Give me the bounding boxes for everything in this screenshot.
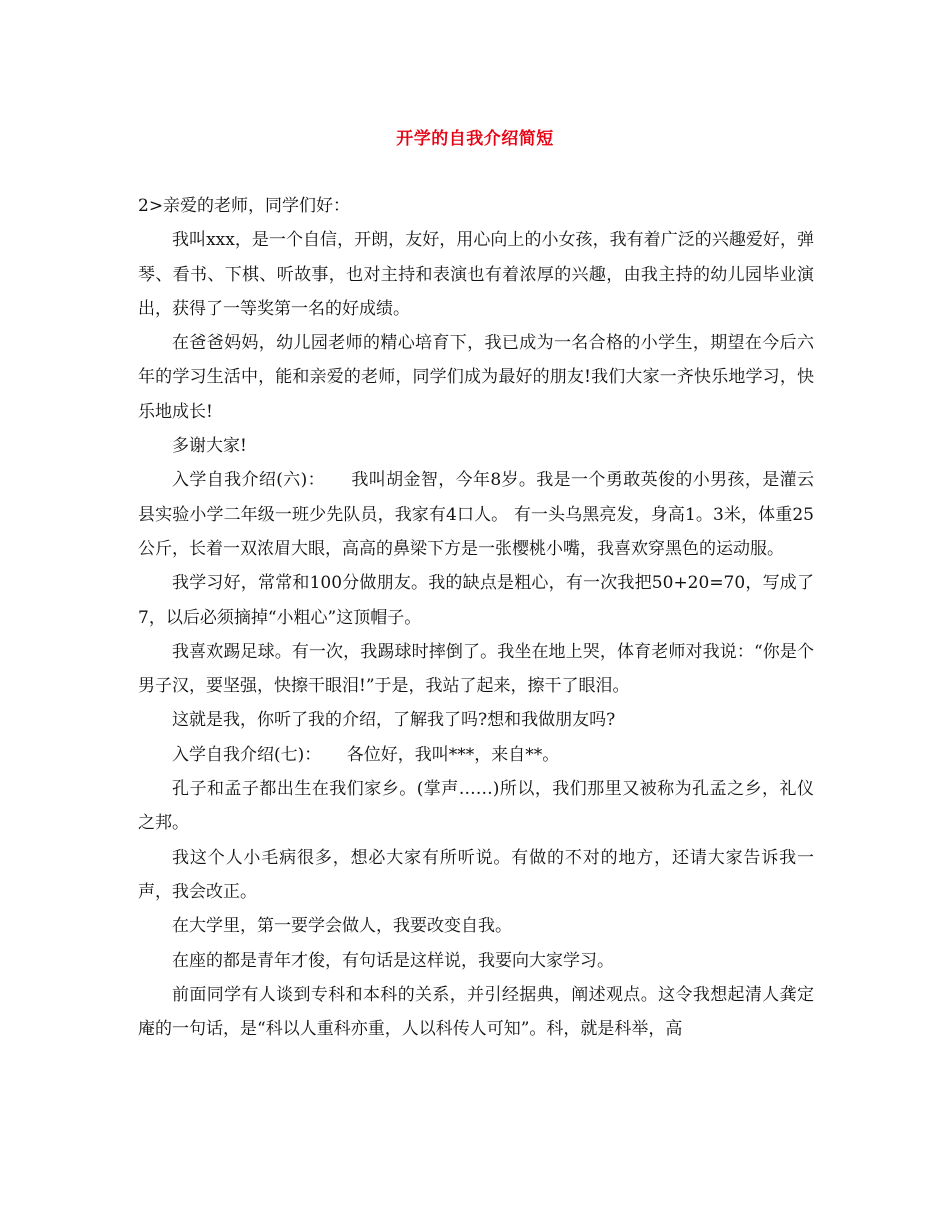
body-paragraph: 多谢大家!	[172, 436, 247, 457]
document-title: 开学的自我介绍简短	[396, 129, 554, 149]
document-body	[138, 189, 814, 1046]
body-paragraph: 我这个人小毛病很多，想必大家有所听说。有做的不对的地方，还请大家告诉我一声，我会改正。	[138, 847, 814, 902]
body-paragraph: 入学自我介绍(七)： 各位好，我叫***，来自**。	[172, 744, 560, 765]
body-paragraph: 在爸爸妈妈，幼儿园老师的精心培育下，我已成为一名合格的小学生，期望在今后六年的学习生活中，能和亲爱的老师，同学们成为最好的朋友!我们大家一齐快乐地学习，快乐地成长!	[138, 333, 814, 422]
body-paragraph: 这就是我，你听了我的介绍，了解我了吗?想和我做朋友吗?	[172, 710, 616, 731]
body-paragraph: 在座的都是青年才俊，有句话是这样说，我要向大家学习。	[172, 950, 614, 971]
body-paragraph: 孔子和孟子都出生在我们家乡。(掌声……)所以，我们那里又被称为孔孟之乡，礼仪之邦。	[138, 779, 814, 834]
body-paragraph: 我喜欢踢足球。有一次，我踢球时摔倒了。我坐在地上哭，体育老师对我说：“你是个男子汉，要坚强，快擦干眼泪!”于是，我站了起来，擦干了眼泪。	[138, 641, 814, 697]
body-paragraph: 我学习好，常常和100分做朋友。我的缺点是粗心，有一次我把50+20=70，写成了7，以后必须摘掉“小粗心”这顶帽子。	[138, 573, 814, 628]
body-paragraph: 2>亲爱的老师，同学们好：	[138, 196, 351, 216]
body-paragraph: 前面同学有人谈到专科和本科的关系，并引经据典，阐述观点。这令我想起清人龚定庵的一句话，是“科以人重科亦重，人以科传人可知”。科，就是科举，高	[138, 984, 814, 1040]
body-paragraph: 入学自我介绍(六)： 我叫胡金智，今年8岁。我是一个勇敢英俊的小男孩，是灌云县实验小学二年级一班少先队员，我家有4口人。 有一头乌黑亮发，身高1。3米，体重25公斤，长着一双浓眉大眼，高高的鼻梁下方是一张樱桃小嘴，我喜欢穿黑色的运动服。	[138, 470, 814, 559]
body-paragraph: 在大学里，第一要学会做人，我要改变自我。	[172, 916, 512, 937]
body-paragraph: 我叫xxx，是一个自信，开朗，友好，用心向上的小女孩，我有着广泛的兴趣爱好，弹琴、看书、下棋、听故事，也对主持和表演也有着浓厚的兴趣，由我主持的幼儿园毕业演出，获得了一等奖第一名的好成绩。	[138, 230, 814, 319]
